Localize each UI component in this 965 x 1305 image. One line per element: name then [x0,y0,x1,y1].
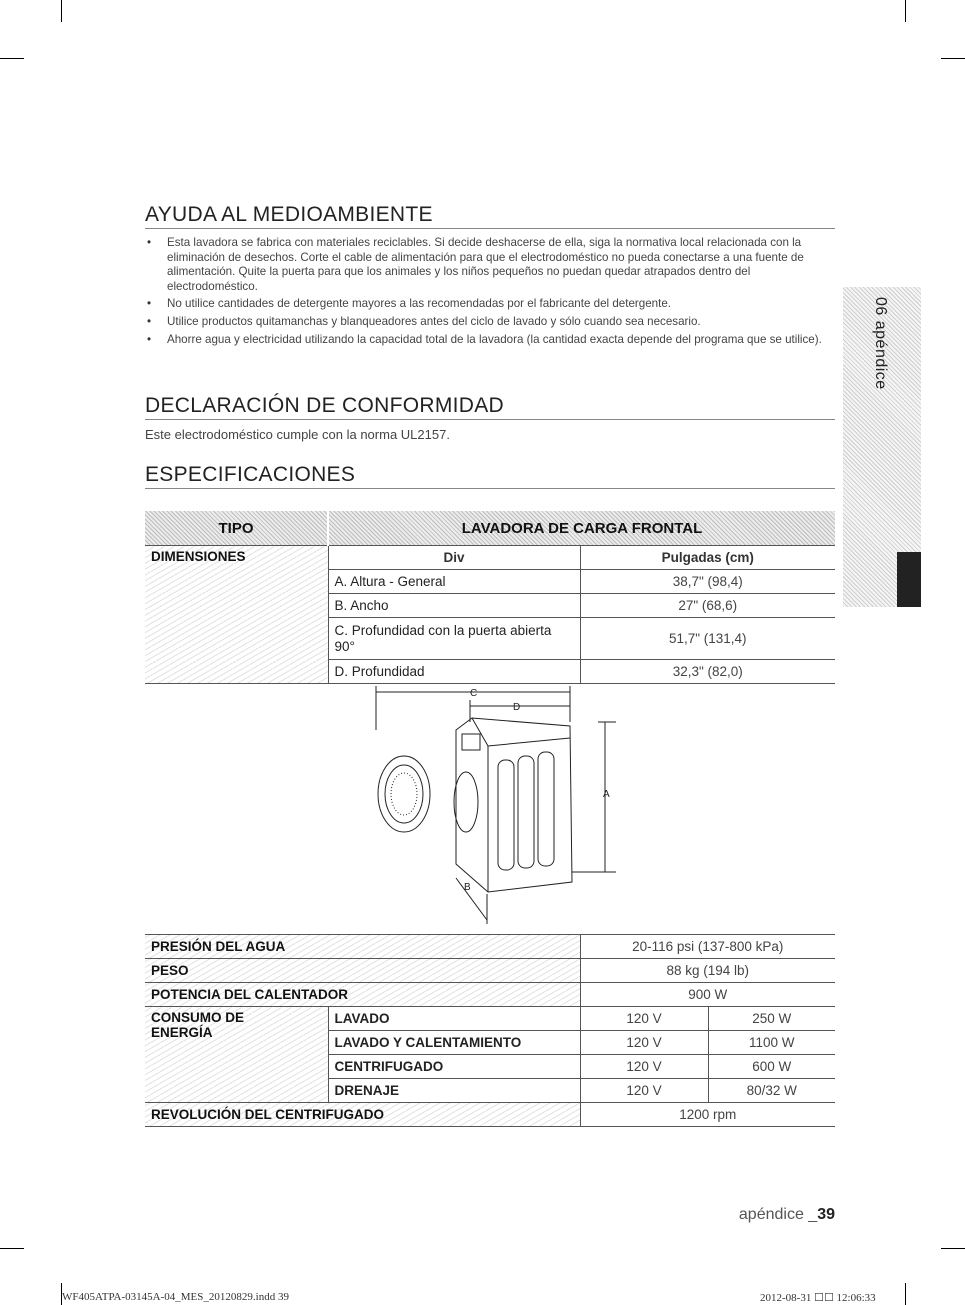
bullet-item: • Esta lavadora se fabrica con materiales reciclables. Si decide deshacerse de ella, siga la normativa local relacionada con la eliminación de desechos. Corte el cable de alimentación para que el electrodoméstico no pueda conectarse a una fuente de alimentación. Quite la puerta para que los animales y los niños pequeños no puedan quedar atrapados dentro del electrodoméstico. [145,236,840,294]
spin-label: REVOLUCIÓN DEL CENTRIFUGADO [145,1103,580,1127]
bullet-item: • No utilice cantidades de detergente mayores a las recomendadas por el fabricante del detergente. [145,297,840,312]
crop-mark [61,0,62,22]
diagram-label-b: B [464,882,471,893]
diagram-label-a: A [603,789,610,800]
heater-label: POTENCIA DEL CALENTADOR [145,983,580,1007]
energy-mode: LAVADO Y CALENTAMIENTO [328,1031,580,1055]
environment-bullet-list [145,236,840,350]
dimension-name: A. Altura - General [328,570,580,594]
energy-power: 80/32 W [708,1079,835,1103]
section-title-specifications: ESPECIFICACIONES [145,463,835,489]
energy-voltage: 120 V [580,1079,708,1103]
file-info: WF405ATPA-03145A-04_MES_20120829.indd 39 [62,1291,289,1303]
dimensions-label [145,546,328,684]
dimension-value: 32,3" (82,0) [580,660,835,684]
diagram-label-d: D [513,702,521,713]
chapter-side-tab [843,287,921,607]
weight-label: PESO [145,959,580,983]
page-number-value: 39 [817,1206,835,1223]
energy-mode: LAVADO [328,1007,580,1031]
table-row [145,546,835,570]
section-title-conformity: DECLARACIÓN DE CONFORMIDAD [145,394,835,420]
energy-voltage: 120 V [580,1055,708,1079]
col-div-header: Div [328,546,580,570]
page-number [739,1206,835,1224]
dimensions-label-text: DIMENSIONES [151,549,246,564]
dimension-name: D. Profundidad [328,660,580,684]
energy-label-text: CONSUMO DE ENERGÍA [151,1010,245,1040]
table-header-row [145,511,835,546]
section-title-environment: AYUDA AL MEDIOAMBIENTE [145,203,835,229]
crop-mark [941,1248,965,1249]
table-row [145,935,835,959]
energy-label [145,1007,328,1103]
energy-power: 250 W [708,1007,835,1031]
header-type-value: LAVADORA DE CARGA FRONTAL [328,511,835,546]
header-tipo: TIPO [145,511,328,546]
dimensions-table [145,511,835,684]
crop-mark [941,58,965,59]
crop-mark [0,58,24,59]
conformity-text: Este electrodoméstico cumple con la norma UL2157. [145,427,450,442]
table-row [145,983,835,1007]
spin-value: 1200 rpm [580,1103,835,1127]
energy-mode: DRENAJE [328,1079,580,1103]
washer-dimension-diagram [360,682,630,927]
crop-mark [905,0,906,22]
table-row [145,1007,835,1031]
page-word: apéndice _ [738,1206,818,1223]
dimension-name: B. Ancho [328,594,580,618]
water-pressure-label: PRESIÓN DEL AGUA [145,935,580,959]
energy-power: 1100 W [708,1031,835,1055]
weight-value: 88 kg (194 lb) [580,959,835,983]
side-tab-label: 06 apéndice [872,297,889,390]
diagram-label-c: C [470,688,478,699]
side-tab-marker [897,552,921,607]
table-row [145,1103,835,1127]
water-pressure-value: 20-116 psi (137-800 kPa) [580,935,835,959]
crop-mark [0,1248,24,1249]
energy-voltage: 120 V [580,1031,708,1055]
date-info: 2012-08-31 ☐☐ 12:06:33 [760,1292,876,1304]
crop-mark [905,1283,906,1305]
specifications-table [145,934,835,1127]
bullet-item: • Utilice productos quitamanchas y blanqueadores antes del ciclo de lavado y sólo cuando sea necesario. [145,315,840,330]
table-row [145,959,835,983]
bullet-item: • Ahorre agua y electricidad utilizando la capacidad total de la lavadora (la cantidad exacta depende del programa que se utilice). [145,333,840,348]
dimension-value: 27" (68,6) [580,594,835,618]
energy-power: 600 W [708,1055,835,1079]
dimension-value: 51,7" (131,4) [580,618,835,660]
col-units-header: Pulgadas (cm) [580,546,835,570]
dimension-name: C. Profundidad con la puerta abierta 90° [328,618,580,660]
energy-mode: CENTRIFUGADO [328,1055,580,1079]
energy-voltage: 120 V [580,1007,708,1031]
heater-value: 900 W [580,983,835,1007]
dimension-value: 38,7" (98,4) [580,570,835,594]
